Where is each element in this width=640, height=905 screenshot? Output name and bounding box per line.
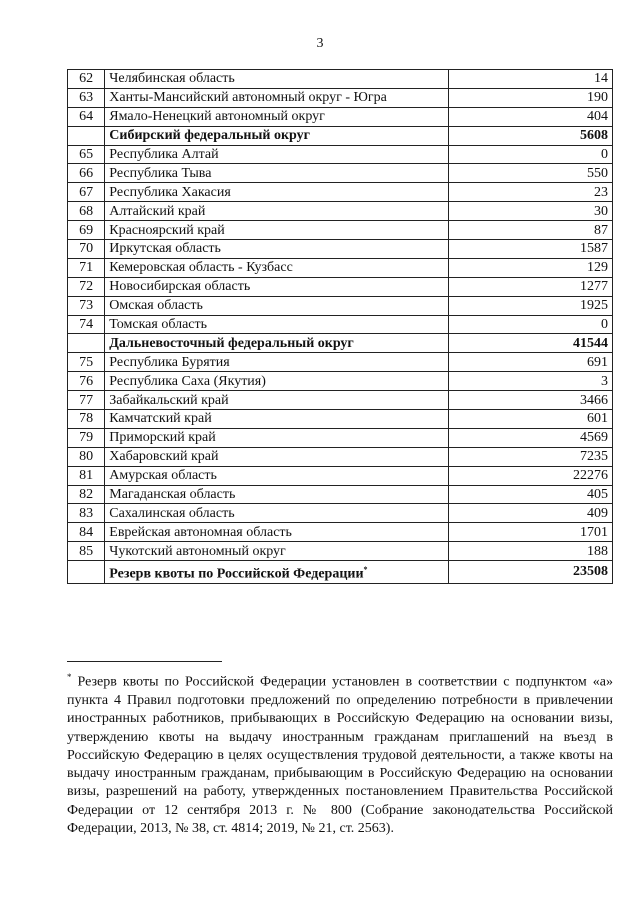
region-name-cell: Республика Алтай [105, 145, 449, 164]
region-name-cell: Республика Бурятия [105, 353, 449, 372]
region-row [68, 88, 613, 107]
region-row [68, 485, 613, 504]
region-row [68, 145, 613, 164]
region-name-cell: Дальневосточный федеральный округ [105, 334, 449, 353]
district-row [68, 126, 613, 145]
row-number-cell: 64 [68, 107, 105, 126]
reserve-number-cell [68, 561, 105, 584]
row-number-cell: 82 [68, 485, 105, 504]
region-row [68, 70, 613, 89]
footnote-mark: * [67, 672, 72, 682]
region-row [68, 504, 613, 523]
region-row [68, 258, 613, 277]
footnote-divider [67, 661, 222, 662]
row-number-cell: 67 [68, 183, 105, 202]
row-number-cell: 83 [68, 504, 105, 523]
region-name-cell: Кемеровская область - Кузбасс [105, 258, 449, 277]
region-row [68, 277, 613, 296]
region-name-cell: Челябинская область [105, 70, 449, 89]
quota-table [67, 69, 613, 584]
quota-value-cell: 1277 [448, 277, 612, 296]
region-name-cell: Омская область [105, 296, 449, 315]
row-number-cell: 70 [68, 240, 105, 259]
reserve-name: Резерв квоты по Российской Федерации [109, 566, 364, 582]
row-number-cell: 76 [68, 372, 105, 391]
row-number-cell [68, 126, 105, 145]
region-row [68, 221, 613, 240]
row-number-cell: 68 [68, 202, 105, 221]
region-row [68, 183, 613, 202]
row-number-cell: 72 [68, 277, 105, 296]
quota-value-cell: 3466 [448, 391, 612, 410]
quota-value-cell: 190 [448, 88, 612, 107]
region-name-cell: Приморский край [105, 428, 449, 447]
region-name-cell: Амурская область [105, 466, 449, 485]
quota-value-cell: 1587 [448, 240, 612, 259]
quota-value-cell: 129 [448, 258, 612, 277]
region-row [68, 315, 613, 334]
region-name-cell: Новосибирская область [105, 277, 449, 296]
quota-value-cell: 4569 [448, 428, 612, 447]
region-row [68, 296, 613, 315]
quota-value-cell: 409 [448, 504, 612, 523]
reserve-name-cell [105, 561, 449, 584]
quota-value-cell: 691 [448, 353, 612, 372]
quota-value-cell: 23 [448, 183, 612, 202]
row-number-cell: 63 [68, 88, 105, 107]
region-row [68, 353, 613, 372]
region-name-cell: Сибирский федеральный округ [105, 126, 449, 145]
quota-value-cell: 1925 [448, 296, 612, 315]
region-row [68, 447, 613, 466]
quota-value-cell: 41544 [448, 334, 612, 353]
quota-value-cell: 22276 [448, 466, 612, 485]
region-name-cell: Сахалинская область [105, 504, 449, 523]
row-number-cell: 69 [68, 221, 105, 240]
region-name-cell: Республика Саха (Якутия) [105, 372, 449, 391]
row-number-cell: 65 [68, 145, 105, 164]
region-name-cell: Ямало-Ненецкий автономный округ [105, 107, 449, 126]
region-name-cell: Красноярский край [105, 221, 449, 240]
row-number-cell: 62 [68, 70, 105, 89]
footnote-text: Резерв квоты по Российской Федерации установлен в соответствии с подпунктом «а» пункта 4 Правил подготовки предложений по определению потребности в привлечении иностранных работников, прибывающих в Российскую Федерацию на основании визы, утверждению квоты на выдачу иностранным гражданам приглашений на въезд в Российскую Федерацию в целях осуществления трудовой деятельности, а также квоты на выдачу иностранным гражданам, прибывающим в Российскую Федерацию на основании визы, разрешений на работу, утвержденных постановлением Правительства Российской Федерации от 12 сентября 2013 г. № 800 (Собрание законодательства Российской Федерации, 2013, № 38, ст. 4814; 2019, № 21, ст. 2563). [67, 674, 613, 837]
region-name-cell: Магаданская область [105, 485, 449, 504]
quota-value-cell: 0 [448, 145, 612, 164]
region-name-cell: Забайкальский край [105, 391, 449, 410]
quota-value-cell: 404 [448, 107, 612, 126]
region-row [68, 107, 613, 126]
reserve-row [68, 561, 613, 584]
row-number-cell: 85 [68, 542, 105, 561]
region-row [68, 240, 613, 259]
region-row [68, 164, 613, 183]
row-number-cell: 79 [68, 428, 105, 447]
quota-value-cell: 405 [448, 485, 612, 504]
region-row [68, 466, 613, 485]
region-row [68, 202, 613, 221]
row-number-cell: 80 [68, 447, 105, 466]
row-number-cell [68, 334, 105, 353]
quota-value-cell: 3 [448, 372, 612, 391]
region-row [68, 410, 613, 429]
quota-value-cell: 14 [448, 70, 612, 89]
footnote [67, 668, 613, 838]
region-name-cell: Томская область [105, 315, 449, 334]
row-number-cell: 74 [68, 315, 105, 334]
region-name-cell: Чукотский автономный округ [105, 542, 449, 561]
reserve-footnote-mark: * [363, 565, 368, 575]
quota-value-cell: 7235 [448, 447, 612, 466]
reserve-value-cell: 23508 [448, 561, 612, 584]
region-row [68, 428, 613, 447]
region-name-cell: Хабаровский край [105, 447, 449, 466]
region-row [68, 542, 613, 561]
region-name-cell: Еврейская автономная область [105, 523, 449, 542]
region-name-cell: Алтайский край [105, 202, 449, 221]
district-row [68, 334, 613, 353]
page-number: 3 [316, 36, 324, 51]
row-number-cell: 75 [68, 353, 105, 372]
row-number-cell: 71 [68, 258, 105, 277]
region-row [68, 372, 613, 391]
row-number-cell: 66 [68, 164, 105, 183]
quota-value-cell: 1701 [448, 523, 612, 542]
region-name-cell: Республика Хакасия [105, 183, 449, 202]
region-name-cell: Камчатский край [105, 410, 449, 429]
region-row [68, 391, 613, 410]
quota-table-body [68, 70, 613, 561]
region-name-cell: Республика Тыва [105, 164, 449, 183]
quota-value-cell: 601 [448, 410, 612, 429]
quota-value-cell: 188 [448, 542, 612, 561]
quota-value-cell: 5608 [448, 126, 612, 145]
quota-value-cell: 30 [448, 202, 612, 221]
row-number-cell: 77 [68, 391, 105, 410]
region-name-cell: Ханты-Мансийский автономный округ - Югра [105, 88, 449, 107]
quota-value-cell: 550 [448, 164, 612, 183]
quota-value-cell: 0 [448, 315, 612, 334]
row-number-cell: 81 [68, 466, 105, 485]
region-name-cell: Иркутская область [105, 240, 449, 259]
row-number-cell: 78 [68, 410, 105, 429]
row-number-cell: 84 [68, 523, 105, 542]
row-number-cell: 73 [68, 296, 105, 315]
quota-value-cell: 87 [448, 221, 612, 240]
region-row [68, 523, 613, 542]
